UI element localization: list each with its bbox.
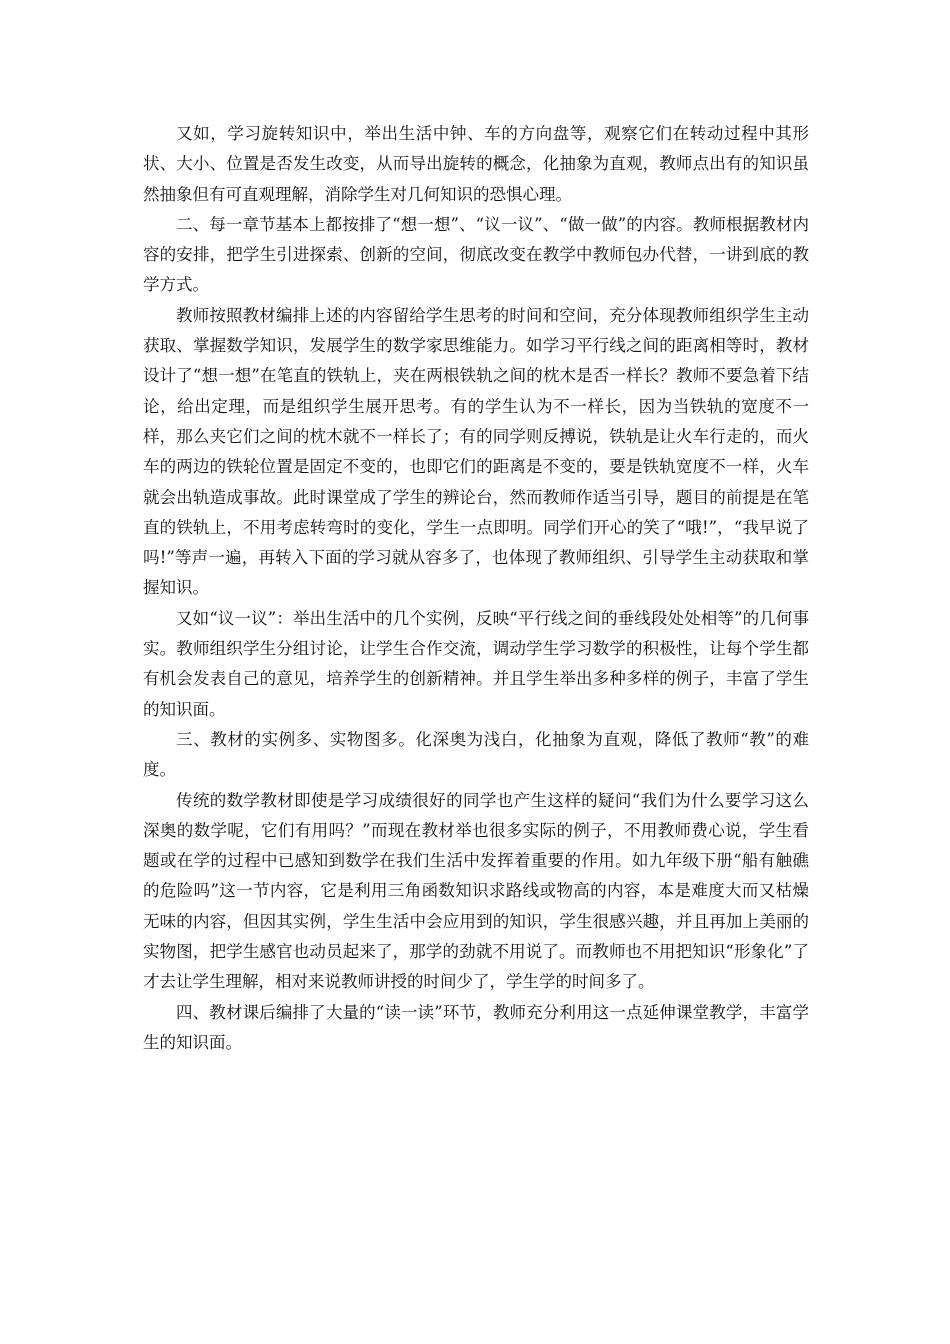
paragraph-traditional-textbook: 传统的数学教材即使是学习成绩很好的同学也产生这样的疑问“我们为什么要学习这么深奥的数学呢，它们有用吗？”而现在教材举也很多实际的例子，不用教师费心说，学生看题或在学的过程中已感知到数学在我们生活中发挥着重要的作用。如九年级下册“船有触礁的危险吗”这一节内容，它是利用三角函数知识求路线或物高的内容，本是难度大而又枯燥无味的内容，但因其实例，学生生活中会应用到的知识，学生很感兴趣，并且再加上美丽的实物图，把学生感官也动员起来了，那学的劲就不用说了。而教师也不用把知识“形象化”了才去让学生理解，相对来说教师讲授的时间少了，学生学的时间多了。 xyxy=(143,790,809,992)
paragraph-rotation-example: 又如，学习旋转知识中，举出生活中钟、车的方向盘等，观察它们在转动过程中其形状、大小、位置是否发生改变，从而导出旋转的概念，化抽象为直观，教师点出有的知识虽然抽象但有可直观理解，消除学生对几何知识的恐惧心理。 xyxy=(143,124,809,204)
document-body xyxy=(143,119,809,1058)
paragraph-parallel-lines-example: 教师按照教材编排上述的内容留给学生思考的时间和空间，充分体现教师组织学生主动获取、掌握数学知识，发展学生的数学家思维能力。如学习平行线之间的距离相等时，教材设计了“想一想”在笔直的铁轨上，夹在两根铁轨之间的枕木是否一样长？教师不要急着下结论，给出定理，而是组织学生展开思考。有的学生认为不一样长，因为当铁轨的宽度不一样，那么夹它们之间的枕木就不一样长了；有的同学则反搏说，铁轨是让火车行走的，而火车的两边的铁轮位置是固定不变的，也即它们的距离是不变的，要是铁轨宽度不一样，火车就会出轨造成事故。此时课堂成了学生的辨论台，然而教师作适当引导，题目的前提是在笔直的铁轨上，不用考虑转弯时的变化，学生一点即明。同学们开心的笑了“哦!”，“我早说了吗!”等声一遍，再转入下面的学习就从容多了，也体现了教师组织、引导学生主动获取和掌握知识。 xyxy=(143,305,809,598)
paragraph-section-four: 四、教材课后编排了大量的“读一读”环节，教师充分利用这一点延伸课堂教学，丰富学生的知识面。 xyxy=(143,1002,809,1052)
paragraph-discussion-example: 又如“议一议”：举出生活中的几个实例，反映“平行线之间的垂线段处处相等”的几何事实。教师组织学生分组讨论，让学生合作交流，调动学生学习数学的积极性，让每个学生都有机会发表自己的意见，培养学生的创新精神。并且学生举出多种多样的例子，丰富了学生的知识面。 xyxy=(143,608,809,719)
paragraph-section-three: 三、教材的实例多、实物图多。化深奥为浅白，化抽象为直观，降低了教师“教”的难度。 xyxy=(143,729,809,780)
paragraph-section-two: 二、每一章节基本上都按排了“想一想”、“议一议”、“做一做”的内容。教师根据教材内容的安排，把学生引进探索、创新的空间，彻底改变在教学中教师包办代替，一讲到底的教学方式。 xyxy=(143,214,809,295)
